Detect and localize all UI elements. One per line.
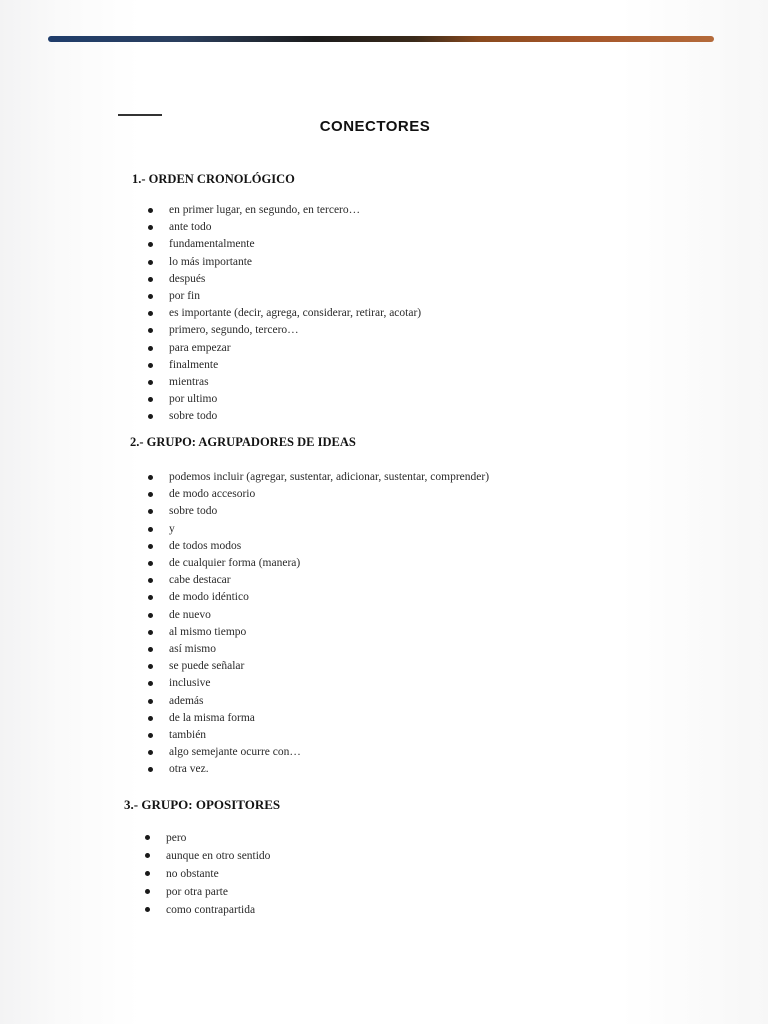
list-item — [148, 624, 489, 641]
list-item — [148, 202, 421, 219]
list-item-text: algo semejante ocurre con… — [169, 746, 301, 759]
bullet-icon — [148, 363, 153, 368]
section-heading-2: 2.- GRUPO: AGRUPADORES DE IDEAS — [130, 435, 356, 449]
list-item-text: podemos incluir (agregar, sustentar, adicionar, sustentar, comprender) — [169, 471, 490, 483]
bullet-icon — [148, 311, 153, 316]
bullet-icon — [148, 242, 153, 247]
bullet-icon — [148, 716, 153, 721]
list-item-text: ante todo — [169, 221, 212, 234]
list-item — [148, 607, 489, 624]
bullet-icon — [148, 750, 153, 755]
section-list-2 — [148, 469, 489, 779]
list-item-text: en primer lugar, en segundo, en tercero… — [169, 204, 361, 216]
bullet-icon — [148, 527, 153, 532]
list-item — [148, 693, 489, 710]
top-color-band — [48, 36, 714, 42]
list-item-text: por otra parte — [166, 886, 228, 898]
list-item — [148, 391, 421, 408]
bullet-icon — [148, 380, 153, 385]
list-item — [148, 469, 489, 486]
list-item — [148, 357, 421, 374]
list-item — [145, 901, 270, 919]
bullet-icon — [148, 561, 153, 566]
document-title: CONECTORES — [319, 118, 431, 135]
bullet-icon — [148, 595, 153, 600]
list-item — [148, 658, 489, 675]
bullet-icon — [148, 277, 153, 282]
list-item — [148, 675, 489, 692]
list-item-text: por ultimo — [169, 393, 218, 406]
list-item-text: aunque en otro sentido — [166, 850, 271, 862]
bullet-icon — [148, 699, 153, 704]
list-item-text: de la misma forma — [169, 711, 255, 724]
list-item-text: de cualquier forma (manera) — [169, 557, 301, 570]
list-item-text: como contrapartida — [166, 904, 256, 916]
list-item — [148, 236, 421, 253]
list-item — [148, 727, 489, 744]
list-item — [148, 572, 489, 589]
list-item-text: lo más importante — [169, 255, 253, 268]
list-item-text: cabe destacar — [169, 574, 231, 587]
bullet-icon — [148, 509, 153, 514]
bullet-icon — [148, 647, 153, 652]
list-item-text: también — [169, 729, 207, 742]
list-item — [148, 374, 421, 391]
list-item — [148, 305, 421, 322]
bullet-icon — [148, 397, 153, 402]
list-item-text: después — [169, 272, 206, 285]
pen-mark — [118, 114, 162, 116]
list-item-text: inclusive — [169, 677, 211, 690]
bullet-icon — [148, 475, 153, 480]
list-item-text: se puede señalar — [169, 660, 245, 673]
bullet-icon — [148, 414, 153, 419]
list-item-text: mientras — [169, 376, 209, 389]
list-item-text: fundamentalmente — [169, 238, 255, 251]
list-item — [148, 340, 421, 357]
list-item-text: sobre todo — [169, 505, 218, 518]
section-list-3 — [145, 829, 270, 919]
list-item-text: sobre todo — [169, 410, 218, 423]
list-item — [148, 710, 489, 727]
bullet-icon — [148, 630, 153, 635]
list-item-text: de nuevo — [169, 608, 211, 621]
list-item — [148, 538, 489, 555]
bullet-icon — [148, 225, 153, 230]
list-item-text: para empezar — [169, 341, 231, 354]
bullet-icon — [145, 835, 150, 840]
list-item-text: y — [169, 522, 175, 535]
list-item — [148, 219, 421, 236]
list-item — [148, 408, 421, 425]
list-item — [145, 865, 270, 883]
bullet-icon — [148, 544, 153, 549]
bullet-icon — [148, 208, 153, 213]
bullet-icon — [148, 294, 153, 299]
list-item-text: al mismo tiempo — [169, 625, 247, 638]
list-item — [148, 486, 489, 503]
list-item-text: de modo idéntico — [169, 591, 249, 604]
list-item-text: primero, segundo, tercero… — [169, 324, 299, 337]
bullet-icon — [145, 871, 150, 876]
bullet-icon — [148, 767, 153, 772]
section-heading-3: 3.- GRUPO: OPOSITORES — [124, 797, 281, 812]
list-item — [148, 288, 421, 305]
section-heading-1: 1.- ORDEN CRONOLÓGICO — [132, 172, 295, 186]
list-item-text: pero — [166, 832, 187, 844]
list-item — [145, 829, 270, 847]
list-item-text: no obstante — [166, 868, 219, 880]
list-item — [148, 271, 421, 288]
list-item-text: además — [169, 694, 204, 707]
bullet-icon — [148, 733, 153, 738]
section-list-1 — [148, 202, 421, 426]
list-item-text: por fin — [169, 290, 200, 303]
list-item-text: finalmente — [169, 358, 219, 371]
list-item-text: de todos modos — [169, 539, 242, 552]
bullet-icon — [145, 907, 150, 912]
list-item — [145, 883, 270, 901]
list-item-text: de modo accesorio — [169, 488, 256, 501]
bullet-icon — [145, 853, 150, 858]
bullet-icon — [148, 328, 153, 333]
bullet-icon — [148, 578, 153, 583]
bullet-icon — [148, 346, 153, 351]
list-item — [148, 322, 421, 339]
list-item — [148, 521, 489, 538]
list-item-text: otra vez. — [169, 763, 209, 776]
bullet-icon — [148, 492, 153, 497]
list-item — [148, 503, 489, 520]
bullet-icon — [145, 889, 150, 894]
bullet-icon — [148, 260, 153, 265]
list-item-text: es importante (decir, agrega, considerar, retirar, acotar) — [169, 307, 422, 320]
list-item — [148, 761, 489, 778]
list-item-text: así mismo — [169, 643, 216, 656]
list-item — [148, 254, 421, 271]
list-item — [145, 847, 270, 865]
bullet-icon — [148, 613, 153, 618]
list-item — [148, 641, 489, 658]
list-item — [148, 555, 489, 572]
bullet-icon — [148, 664, 153, 669]
list-item — [148, 744, 489, 761]
bullet-icon — [148, 681, 153, 686]
list-item — [148, 589, 489, 606]
